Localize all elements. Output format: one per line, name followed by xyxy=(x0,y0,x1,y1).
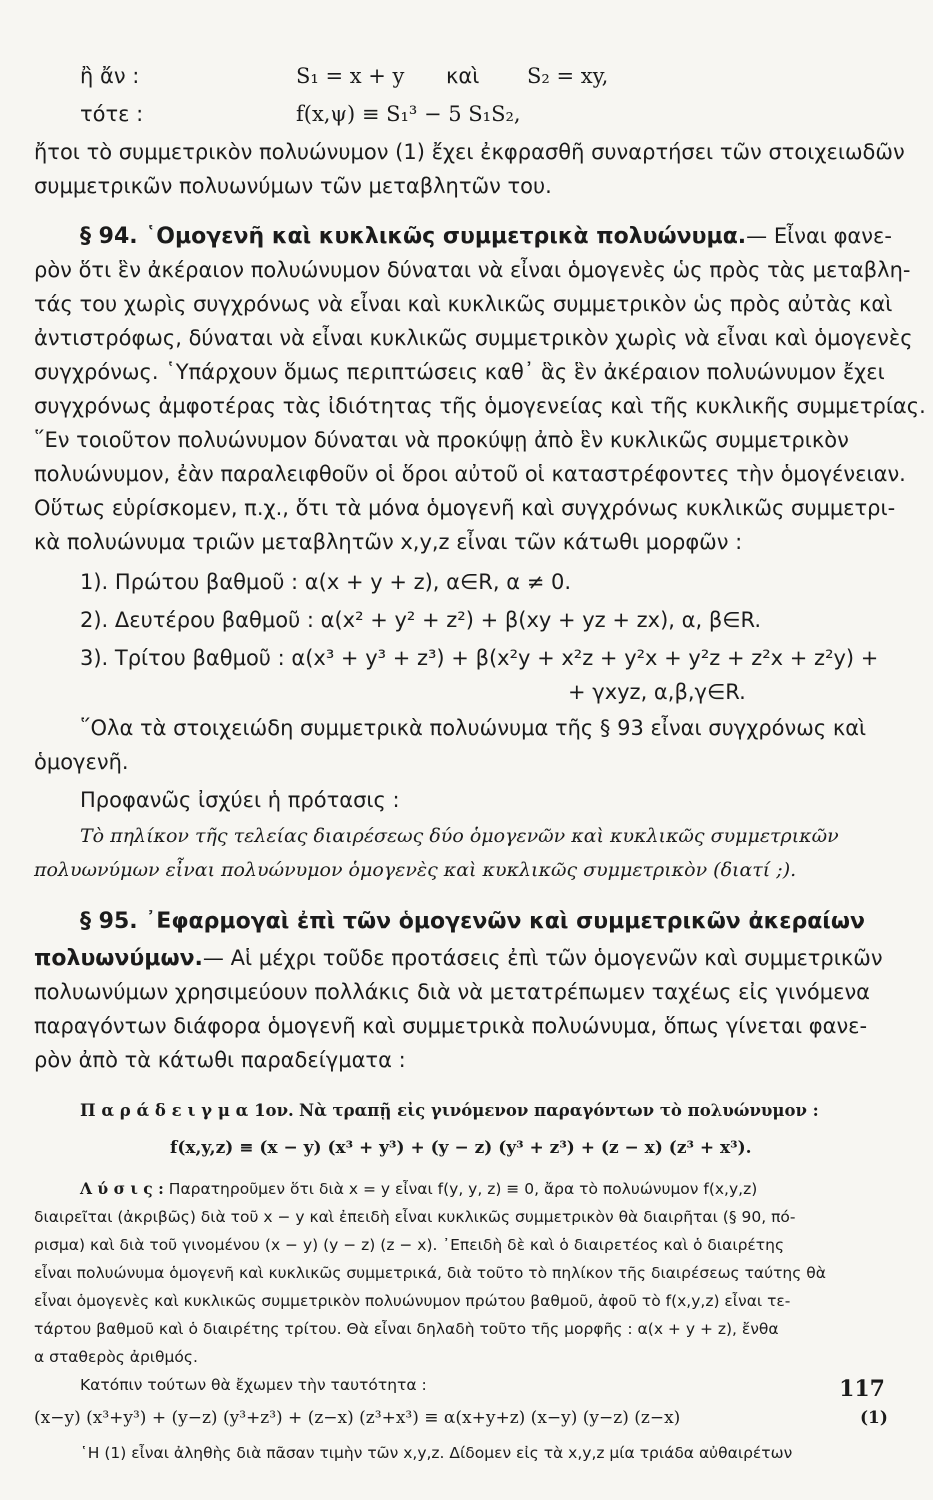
section-95-heading: § 95. ᾽Εφαρμογαὶ ἐπὶ τῶν ὁμογενῶν καὶ συμμετρικῶν ἀκεραίων xyxy=(80,909,865,934)
section-94-line: Οὕτως εὑρίσκομεν, π.χ., ὅτι τὰ μόνα ὁμογενῆ καὶ συγχρόνως κυκλικῶς συμμετρι- xyxy=(34,496,896,520)
top-line-1-s2: S₂ = xy, xyxy=(527,64,609,88)
solution-line: διαιρεῖται (ἀκριβῶς) διὰ τοῦ x − y καὶ ἐπειδὴ εἶναι κυκλικῶς συμμετρικὸν θὰ διαιρῆται (§ 90, πό- xyxy=(34,1208,796,1226)
top-line-1-prefix: ἢ ἄν : xyxy=(80,64,140,88)
degree-1-item: 1). Πρώτου βαθμοῦ : α(x + y + z), α∈R, α ≠ 0. xyxy=(80,570,572,594)
top-line-3: ἤτοι τὸ συμμετρικὸν πολυώνυμον (1) ἔχει ἐκφρασθῆ συναρτήσει τῶν στοιχειωδῶν xyxy=(34,140,905,164)
solution-line: ρισμα) καὶ διὰ τοῦ γινομένου (x − y) (y − z) (z − x). ᾽Επειδὴ δὲ καὶ ὁ διαιρετέος καὶ ὁ διαιρέτης xyxy=(34,1236,785,1254)
final-line: ῾Η (1) εἶναι ἀληθὴς διὰ πᾶσαν τιμὴν τῶν x,y,z. Δίδομεν εἰς τὰ x,y,z μία τριάδα αὐθαιρέτων xyxy=(80,1444,793,1462)
solution-text: Παρατηροῦμεν ὅτι διὰ x = y εἶναι f(y, y, z) ≡ 0, ἄρα τὸ πολυώνυμον f(x,y,z) xyxy=(168,1180,758,1198)
section-94-line: συγχρόνως. ῾Υπάρχουν ὅμως περιπτώσεις καθ᾽ ἃς ἓν ἀκέραιον πολυώνυμον ἔχει xyxy=(34,360,885,384)
solution-line: εἶναι ὁμογενὲς καὶ κυκλικῶς συμμετρικὸν πολυώνυμον πρώτου βαθμοῦ, ἀφοῦ τὸ f(x,y,z) εἶναι τε- xyxy=(34,1292,791,1310)
section-94-line: συγχρόνως ἀμφοτέρας τὰς ἰδιότητας τῆς ὁμογενείας καὶ τῆς κυκλικῆς συμμετρίας. xyxy=(34,394,926,418)
top-line-1-s1: S₁ = x + y xyxy=(296,64,405,88)
solution-line-0 xyxy=(80,1178,757,1200)
degree-3-item-cont: + γxyz, α,β,γ∈R. xyxy=(568,680,746,704)
top-line-1-and: καὶ xyxy=(446,64,480,88)
section-94-line: ρὸν ὅτι ἓν ἀκέραιον πολυώνυμον δύναται νὰ εἶναι ὁμογενὲς ὡς πρὸς τὰς μεταβλη- xyxy=(34,258,911,282)
top-line-2-formula: f(x,ψ) ≡ S₁³ − 5 S₁S₂, xyxy=(296,102,521,126)
section-95-line: παραγόντων διάφορα ὁμογενῆ καὶ συμμετρικὰ πολυώνυμα, ὅπως γίνεται φανε- xyxy=(34,1014,868,1038)
section-94-line: πολυώνυμον, ἐὰν παραλειφθοῦν οἱ ὅροι αὐτοῦ οἱ καταστρέφοντες τὴν ὁμογένειαν. xyxy=(34,462,906,486)
identity-number: (1) xyxy=(860,1408,888,1428)
section-94-heading: § 94. ῾Ομογενῆ καὶ κυκλικῶς συμμετρικὰ πολυώνυμα. xyxy=(80,224,747,249)
section-95-line: ρὸν ἀπὸ τὰ κάτωθι παραδείγματα : xyxy=(34,1048,406,1072)
identity-intro: Κατόπιν τούτων θὰ ἔχωμεν τὴν ταυτότητα : xyxy=(80,1376,427,1394)
section-94-line: ἀντιστρόφως, δύναται νὰ εἶναι κυκλικῶς συμμετρικὸν χωρὶς νὰ εἶναι καὶ ὁμογενὲς xyxy=(34,326,913,350)
page-number: 117 xyxy=(839,1376,885,1402)
section-95-heading-cont: πολυωνύμων. xyxy=(34,946,203,971)
identity-formula: (x−y) (x³+y³) + (y−z) (y³+z³) + (z−x) (z³+x³) ≡ α(x+y+z) (x−y) (y−z) (z−x) xyxy=(34,1408,681,1428)
section-94-after-2: ὁμογενῆ. xyxy=(34,750,129,774)
proposition-intro: Προφανῶς ἰσχύει ἡ πρότασις : xyxy=(80,788,400,812)
solution-line: τάρτου βαθμοῦ καὶ ὁ διαιρέτης τρίτου. Θὰ εἶναι δηλαδὴ τοῦτο τῆς μορφῆς : α(x + y + z), ἔνθα xyxy=(34,1320,779,1338)
proposition-italic-1: Τὸ πηλίκον τῆς τελείας διαιρέσεως δύο ὁμογενῶν καὶ κυκλικῶς συμμετρικῶν xyxy=(80,825,839,847)
section-94-line: ῞Εν τοιοῦτον πολυώνυμον δύναται νὰ προκύψῃ ἀπὸ ἓν κυκλικῶς συμμετρικὸν xyxy=(34,428,849,452)
section-94-line: κὰ πολυώνυμα τριῶν μεταβλητῶν x,y,z εἶναι τῶν κάτωθι μορφῶν : xyxy=(34,530,743,554)
degree-2-item: 2). Δευτέρου βαθμοῦ : α(x² + y² + z²) + β(xy + yz + zx), α, β∈R. xyxy=(80,608,762,632)
section-94-after-1: ῞Ολα τὰ στοιχειώδη συμμετρικὰ πολυώνυμα τῆς § 93 εἶναι συγχρόνως καὶ xyxy=(80,716,867,740)
section-95-line: πολυωνύμων χρησιμεύουν πολλάκις διὰ νὰ μετατρέπωμεν ταχέως εἰς γινόμενα xyxy=(34,980,871,1004)
top-line-1 xyxy=(80,62,139,90)
example-1-task: Νὰ τραπῇ εἰς γινόμενον παραγόντων τὸ πολυώνυμον : xyxy=(299,1101,819,1120)
solution-line: α σταθερὸς ἀριθμός. xyxy=(34,1348,198,1366)
top-line-4: συμμετρικῶν πολυωνύμων τῶν μεταβλητῶν του. xyxy=(34,174,552,198)
top-line-2-prefix: τότε : xyxy=(80,102,144,126)
proposition-italic-2: πολυωνύμων εἶναι πολυώνυμον ὁμογενὲς καὶ κυκλικῶς συμμετρικὸν (διατί ;). xyxy=(34,859,797,881)
degree-3-item: 3). Τρίτου βαθμοῦ : α(x³ + y³ + z³) + β(x²y + x²z + y²x + y²z + z²x + z²y) + xyxy=(80,646,879,670)
solution-line: εἶναι πολυώνυμα ὁμογενῆ καὶ κυκλικῶς συμμετρικά, διὰ τοῦτο τὸ πηλίκον τῆς διαιρέσεως ταύτης θὰ xyxy=(34,1264,826,1282)
section-95-first-line xyxy=(34,944,883,973)
example-1-header xyxy=(80,1100,819,1122)
solution-label: Λ ύ σ ι ς : xyxy=(80,1179,164,1198)
section-94-first-line xyxy=(80,222,892,251)
section-94-first-text: — Εἶναι φανε- xyxy=(746,224,892,248)
section-94-line: τάς του χωρὶς συγχρόνως νὰ εἶναι καὶ κυκλικῶς συμμετρικὸν ὡς πρὸς αὐτὰς καὶ xyxy=(34,292,893,316)
example-1-label: Π α ρ ά δ ε ι γ μ α 1ον. xyxy=(80,1101,294,1120)
section-95-first-text: — Αἱ μέχρι τοῦδε προτάσεις ἐπὶ τῶν ὁμογενῶν καὶ συμμετρικῶν xyxy=(202,946,883,970)
example-1-formula: f(x,y,z) ≡ (x − y) (x³ + y³) + (y − z) (y³ + z³) + (z − x) (z³ + x³). xyxy=(170,1138,752,1158)
